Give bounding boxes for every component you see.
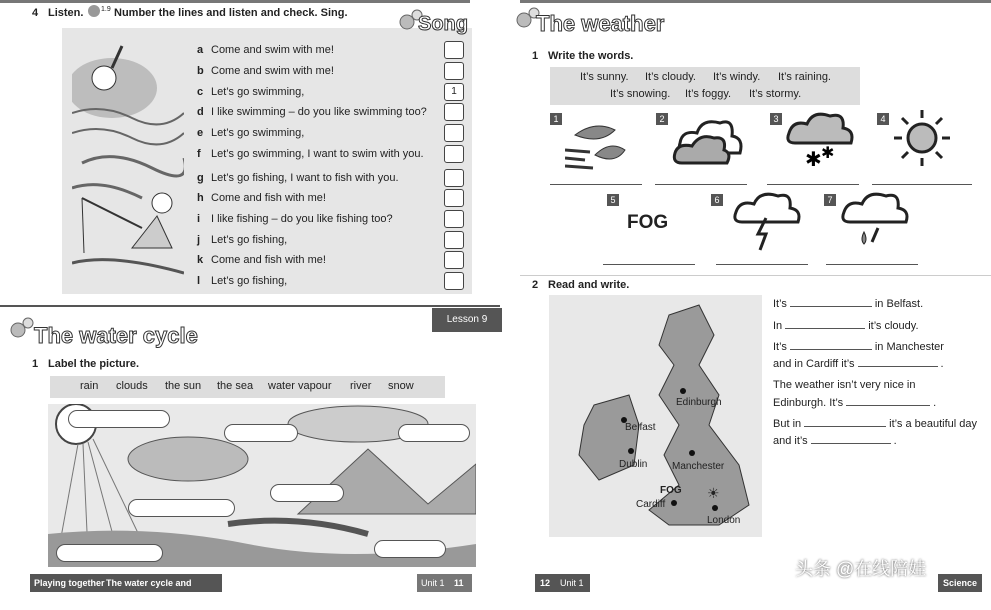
read-write-blank[interactable]: [785, 319, 865, 329]
song-line-letter: k: [197, 254, 204, 266]
word-river: river: [350, 380, 372, 392]
footer-unit: Unit 1: [421, 578, 445, 588]
weather-ex2-number: 2: [532, 279, 539, 291]
svg-text:✱: ✱: [805, 147, 822, 171]
read-write-before: It’s: [773, 341, 787, 353]
left-footer-bar: [30, 574, 222, 606]
right-footer-page-number: 12: [540, 578, 551, 588]
song-line: [197, 254, 326, 270]
read-write-line: [773, 319, 919, 332]
word-clouds: clouds: [116, 380, 148, 392]
song-line: [197, 192, 326, 208]
tile-number-3: 3: [770, 113, 782, 125]
right-page-number-bar: [535, 574, 590, 592]
label-blank-6[interactable]: [56, 544, 163, 562]
exercise1-number: 1: [32, 358, 39, 370]
read-write-line: [773, 396, 936, 409]
tile-number-4: 4: [877, 113, 889, 125]
song-badge: Song: [418, 13, 468, 35]
read-write-blank[interactable]: [790, 297, 872, 307]
song-answer-box[interactable]: [444, 189, 464, 207]
answer-line-5[interactable]: [603, 264, 695, 265]
footer-science: Science: [943, 578, 978, 588]
fog-icon: FOG: [627, 212, 669, 233]
song-line: [197, 106, 427, 122]
sun-icon: [880, 108, 966, 172]
city-dublin: Dublin: [619, 459, 648, 470]
word-snow: snow: [388, 380, 414, 392]
uk-weather-map: [549, 295, 762, 537]
london-dot: [712, 505, 718, 511]
song-line-letter: e: [197, 127, 204, 139]
wind-leaves-icon: [565, 110, 651, 174]
read-write-before: In: [773, 320, 783, 332]
top-rule: [0, 0, 470, 3]
label-blank-3[interactable]: [398, 424, 470, 442]
read-write-before: and it’s: [773, 435, 808, 447]
song-line: [197, 234, 287, 250]
answer-line-7[interactable]: [826, 264, 918, 265]
label-blank-5[interactable]: [128, 499, 235, 517]
weather-ex2-instruction: Read and write.: [548, 279, 630, 291]
map-fog-label: FOG: [660, 485, 682, 496]
footer-topic: Playing together: [34, 578, 105, 588]
word-windy: It’s windy.: [713, 71, 761, 83]
song-line-text: I like fishing – do you like fishing too?: [211, 213, 393, 225]
song-answer-box[interactable]: 1: [444, 83, 464, 101]
song-line: [197, 148, 424, 164]
read-write-blank[interactable]: [858, 357, 938, 367]
read-write-blank[interactable]: [790, 340, 872, 350]
word-snowing: It’s snowing.: [610, 88, 671, 100]
exercise4-instruction: Number the lines and listen and check. Sing.: [114, 7, 348, 19]
read-write-after: in Manchester: [874, 341, 944, 353]
label-blank-7[interactable]: [374, 540, 446, 558]
answer-line-3[interactable]: [767, 184, 859, 185]
answer-line-2[interactable]: [655, 184, 747, 185]
read-write-before: Edinburgh. It’s: [773, 397, 844, 409]
cloud-icon: [672, 108, 758, 172]
song-answer-box[interactable]: [444, 103, 464, 121]
song-line-text: Come and swim with me!: [211, 65, 334, 77]
left-page-number-bar: [417, 574, 472, 592]
read-write-before: It’s: [773, 298, 787, 310]
song-line-text: Let’s go fishing,: [211, 275, 288, 287]
footer-subtitle: The water cycle and weather: [106, 578, 192, 606]
tile-number-7: 7: [824, 194, 836, 206]
audio-track: 1.9: [101, 6, 111, 13]
lesson-tab: Lesson 9: [432, 308, 502, 332]
answer-line-6[interactable]: [716, 264, 808, 265]
song-line-letter: j: [197, 234, 201, 246]
cardiff-dot: [671, 500, 677, 506]
word-foggy: It’s foggy.: [685, 88, 732, 100]
water-cycle-scene: [48, 404, 476, 567]
read-write-line: [773, 297, 923, 310]
read-write-after: .: [893, 435, 897, 447]
dublin-dot: [628, 448, 634, 454]
song-line-text: Come and fish with me!: [211, 192, 326, 204]
song-line-text: Let’s go fishing,: [211, 234, 288, 246]
song-answer-box[interactable]: [444, 124, 464, 142]
right-top-rule: [520, 0, 991, 3]
exercise4-title: Listen.: [48, 7, 84, 19]
read-write-line: [773, 357, 944, 370]
weather-word-bank: [550, 67, 860, 105]
song-line-letter: l: [197, 275, 201, 287]
map-sun-icon: ☀: [707, 485, 720, 501]
water-cycle-badge: The water cycle: [34, 323, 198, 348]
song-line-letter: g: [197, 172, 204, 184]
word-raining: It’s raining.: [778, 71, 831, 83]
watermark-text: 头条 @在线陪娃: [795, 559, 927, 579]
edinburgh-dot: [680, 388, 686, 394]
read-write-blank[interactable]: [846, 396, 930, 406]
song-line-letter: i: [197, 213, 201, 225]
song-line-text: Let’s go swimming,: [211, 127, 305, 139]
read-write-line: [773, 434, 897, 447]
word-the-sea: the sea: [217, 380, 254, 392]
read-write-blank[interactable]: [804, 417, 886, 427]
song-line-text: I like swimming – do you like swimming too?: [211, 106, 427, 118]
weather-ex1-number: 1: [532, 50, 539, 62]
song-line-text: Let’s go fishing, I want to fish with you.: [211, 172, 399, 184]
city-edinburgh: Edinburgh: [676, 397, 722, 408]
song-line: [197, 86, 304, 102]
weather-ex1-instruction: Write the words.: [548, 50, 634, 62]
read-write-blank[interactable]: [811, 434, 891, 444]
read-write-after: in Belfast.: [874, 298, 924, 310]
city-cardiff: Cardiff: [636, 499, 666, 510]
song-line: [197, 213, 393, 229]
read-write-after: it’s a beautiful day: [889, 418, 977, 430]
song-line-letter: b: [197, 65, 204, 77]
word-the-sun: the sun: [165, 380, 202, 392]
song-answer-box[interactable]: [444, 62, 464, 80]
svg-text:✱: ✱: [821, 143, 835, 162]
song-line-text: Come and swim with me!: [211, 44, 334, 56]
read-write-before: But in: [773, 418, 802, 430]
section-divider: [0, 305, 500, 307]
song-line: [197, 127, 304, 143]
read-write-line: [773, 379, 915, 391]
manchester-dot: [689, 450, 695, 456]
tile-number-1: 1: [550, 113, 562, 125]
audio-cd-icon[interactable]: [88, 5, 100, 17]
water-cycle-word-bank: [50, 376, 445, 398]
swimming-fishing-illustration: [72, 38, 184, 288]
label-blank-2[interactable]: [224, 424, 298, 442]
word-sunny: It’s sunny.: [580, 71, 629, 83]
read-write-after: .: [933, 397, 937, 409]
song-answer-box[interactable]: [444, 231, 464, 249]
song-line: [197, 65, 334, 81]
song-answer-box[interactable]: [444, 41, 464, 59]
song-line-text: Let’s go swimming,: [211, 86, 305, 98]
song-answer-box[interactable]: [444, 169, 464, 187]
read-write-line: [773, 417, 977, 430]
word-stormy: It’s stormy.: [749, 88, 802, 100]
read-write-line: [773, 340, 944, 353]
song-line: [197, 172, 399, 188]
tile-number-2: 2: [656, 113, 668, 125]
city-belfast: Belfast: [625, 422, 656, 433]
storm-cloud-icon: [728, 190, 814, 254]
song-line: [197, 275, 287, 291]
song-answer-box[interactable]: [444, 145, 464, 163]
exercise1-instruction: Label the picture.: [48, 358, 140, 370]
label-blank-4[interactable]: [270, 484, 344, 502]
snow-cloud-icon: [785, 108, 871, 172]
song-line-text: Come and fish with me!: [211, 254, 326, 266]
rain-cloud-icon: [836, 190, 922, 254]
song-line-text: Let’s go swimming, I want to swim with you.: [211, 148, 424, 160]
word-cloudy: It’s cloudy.: [645, 71, 696, 83]
tile-number-5: 5: [607, 194, 619, 206]
song-line-letter: c: [197, 86, 204, 98]
read-write-after: it’s cloudy.: [868, 320, 919, 332]
right-footer-unit: Unit 1: [560, 578, 584, 588]
exercise4-number: 4: [32, 7, 39, 19]
right-section-divider: [520, 275, 991, 276]
word-rain: rain: [80, 380, 99, 392]
song-answer-box[interactable]: [444, 251, 464, 269]
answer-line-1[interactable]: [550, 184, 642, 185]
song-answer-box[interactable]: [444, 272, 464, 290]
song-line: [197, 44, 334, 60]
song-line-letter: a: [197, 44, 204, 56]
song-answer-box[interactable]: [444, 210, 464, 228]
word-water-vapour: water vapour: [268, 380, 332, 392]
read-write-before: and in Cardiff it’s: [773, 358, 855, 370]
tile-number-6: 6: [711, 194, 723, 206]
read-write-after: .: [940, 358, 944, 370]
song-line-letter: h: [197, 192, 204, 204]
footer-page-number: 11: [454, 578, 464, 588]
science-tab: [938, 574, 982, 592]
city-london: London: [707, 515, 741, 526]
read-write-before: The weather isn’t very nice in: [773, 379, 916, 391]
label-blank-1[interactable]: [68, 410, 170, 428]
answer-line-4[interactable]: [872, 184, 972, 185]
song-line-letter: f: [197, 148, 201, 160]
weather-badge: The weather: [536, 11, 665, 36]
city-manchester: Manchester: [672, 461, 725, 472]
song-line-letter: d: [197, 106, 204, 118]
